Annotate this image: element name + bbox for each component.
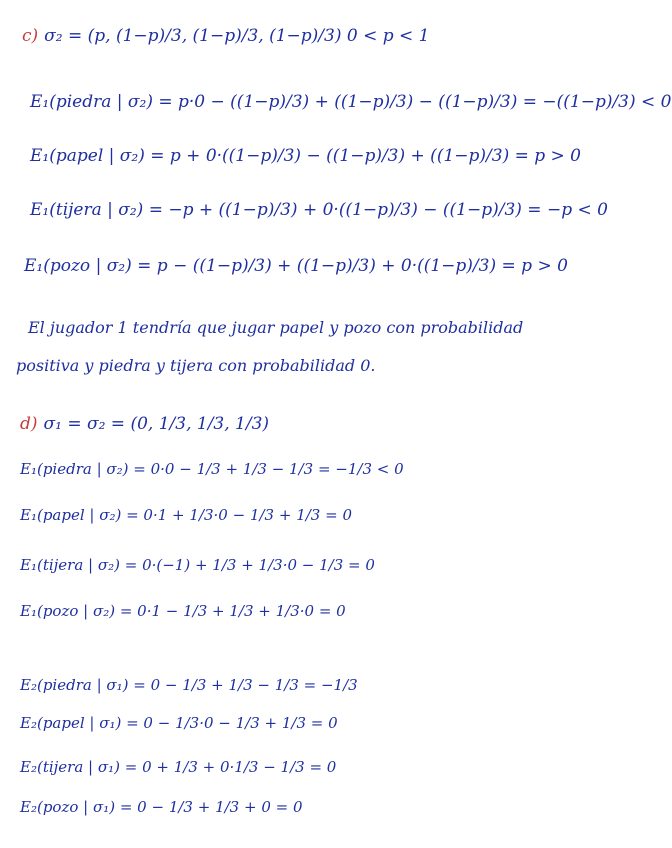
part-d-header [20, 414, 269, 434]
eq-d2-piedra: E₂(piedra | σ₁) = 0 − 1/3 + 1/3 − 1/3 = −1/3 [20, 676, 358, 694]
part-d-strategy: σ₁ = σ₂ = (0, 1/3, 1/3, 1/3) [43, 414, 270, 434]
eq-d1-pozo: E₁(pozo | σ₂) = 0·1 − 1/3 + 1/3 + 1/3·0 = 0 [20, 602, 346, 620]
part-c-label: c) [22, 26, 39, 46]
eq-d2-tijera: E₂(tijera | σ₁) = 0 + 1/3 + 0·1/3 − 1/3 = 0 [20, 758, 337, 776]
conclusion-line-1: El jugador 1 tendría que jugar papel y pozo con probabilidad [28, 318, 524, 337]
eq-d1-tijera: E₁(tijera | σ₂) = 0·(−1) + 1/3 + 1/3·0 − 1/3 = 0 [20, 556, 375, 574]
eq-c-pozo: E₁(pozo | σ₂) = p − ((1−p)/3) + ((1−p)/3) + 0·((1−p)/3) = p > 0 [24, 256, 568, 276]
part-c-strategy: σ₂ = (p, (1−p)/3, (1−p)/3, (1−p)/3) 0 < p < 1 [44, 26, 430, 46]
eq-d2-pozo: E₂(pozo | σ₁) = 0 − 1/3 + 1/3 + 0 = 0 [20, 798, 303, 816]
part-c-header [22, 26, 429, 46]
eq-d1-piedra: E₁(piedra | σ₂) = 0·0 − 1/3 + 1/3 − 1/3 = −1/3 < 0 [20, 460, 404, 478]
eq-c-papel: E₁(papel | σ₂) = p + 0·((1−p)/3) − ((1−p)/3) + ((1−p)/3) = p > 0 [30, 146, 581, 166]
eq-d1-papel: E₁(papel | σ₂) = 0·1 + 1/3·0 − 1/3 + 1/3 = 0 [20, 506, 352, 524]
eq-c-tijera: E₁(tijera | σ₂) = −p + ((1−p)/3) + 0·((1−p)/3) − ((1−p)/3) = −p < 0 [30, 200, 608, 220]
conclusion-line-2: positiva y piedra y tijera con probabilidad 0. [16, 356, 376, 375]
eq-d2-papel: E₂(papel | σ₁) = 0 − 1/3·0 − 1/3 + 1/3 = 0 [20, 714, 338, 732]
eq-c-piedra: E₁(piedra | σ₂) = p·0 − ((1−p)/3) + ((1−p)/3) − ((1−p)/3) = −((1−p)/3) < 0 [30, 92, 672, 112]
part-d-label: d) [20, 414, 38, 434]
